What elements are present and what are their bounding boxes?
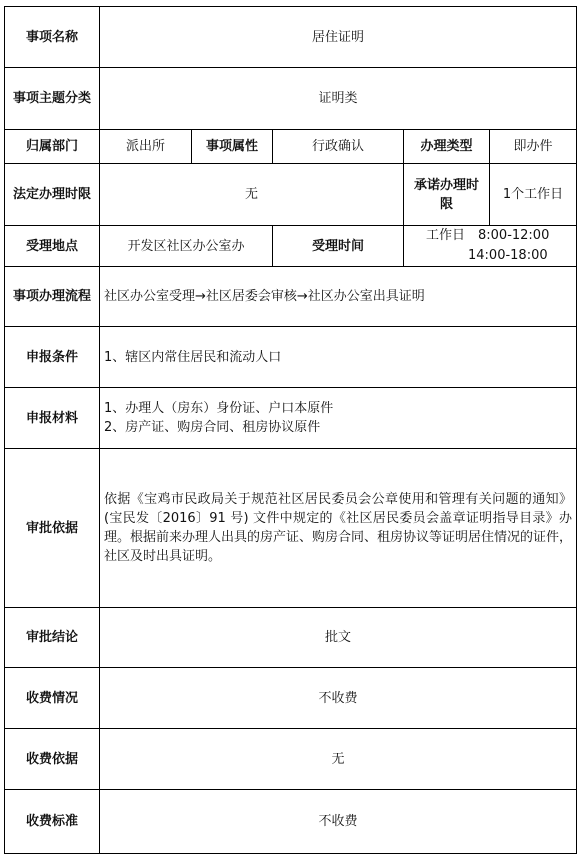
dept-label: 归属部门 (5, 130, 100, 164)
service-item-table (4, 6, 577, 854)
row-place-time (5, 226, 577, 267)
conditions-value: 1、辖区内常住居民和流动人口 (100, 327, 577, 388)
dept-value: 派出所 (100, 130, 192, 164)
row-item-name (5, 7, 577, 68)
accept-time-line1: 工作日 8:00-12:00 (426, 228, 550, 243)
promise-limit-label: 承诺办理时限 (404, 164, 490, 226)
row-conclusion (5, 608, 577, 668)
row-time-limit (5, 164, 577, 226)
basis-label: 审批依据 (5, 449, 100, 608)
row-department (5, 130, 577, 164)
row-theme (5, 68, 577, 130)
materials-item: 1、办理人（房东）身份证、户口本原件 (104, 401, 334, 416)
theme-label: 事项主题分类 (5, 68, 100, 130)
fee-standard-value: 不收费 (100, 790, 577, 854)
promise-limit-value: 1个工作日 (490, 164, 577, 226)
row-conditions (5, 327, 577, 388)
handle-type-label: 办理类型 (404, 130, 490, 164)
handle-type-value: 即办件 (490, 130, 577, 164)
accept-time-label: 受理时间 (273, 226, 404, 267)
theme-value: 证明类 (100, 68, 577, 130)
row-basis (5, 449, 577, 608)
fee-basis-value: 无 (100, 729, 577, 790)
row-fee-standard (5, 790, 577, 854)
accept-time-line2: 14:00-18:00 (468, 248, 548, 263)
fee-label: 收费情况 (5, 668, 100, 729)
fee-standard-label: 收费标准 (5, 790, 100, 854)
basis-value: 依据《宝鸡市民政局关于规范社区居民委员会公章使用和管理有关问题的通知》(宝民发〔2016〕91 号) 文件中规定的《社区居民委员会盖章证明指导目录》办理。根据前来办理人出具的房产证、购房合同、租房协议等证明居住情况的证件，社区及时出具证明。 (100, 449, 577, 608)
item-name-value: 居住证明 (100, 7, 577, 68)
place-value: 开发区社区办公室办 (100, 226, 273, 267)
conclusion-value: 批文 (100, 608, 577, 668)
place-label: 受理地点 (5, 226, 100, 267)
conditions-label: 申报条件 (5, 327, 100, 388)
process-value: 社区办公室受理→社区居委会审核→社区办公室出具证明 (100, 267, 577, 327)
conclusion-label: 审批结论 (5, 608, 100, 668)
legal-limit-value: 无 (100, 164, 404, 226)
row-process (5, 267, 577, 327)
legal-limit-label: 法定办理时限 (5, 164, 100, 226)
accept-time-value (404, 226, 577, 267)
process-label: 事项办理流程 (5, 267, 100, 327)
attr-value: 行政确认 (273, 130, 404, 164)
fee-basis-label: 收费依据 (5, 729, 100, 790)
row-fee-basis (5, 729, 577, 790)
materials-item: 2、房产证、购房合同、租房协议原件 (104, 420, 321, 435)
item-name-label: 事项名称 (5, 7, 100, 68)
row-fee (5, 668, 577, 729)
materials-value (100, 388, 577, 449)
row-materials (5, 388, 577, 449)
attr-label: 事项属性 (192, 130, 273, 164)
fee-value: 不收费 (100, 668, 577, 729)
materials-label: 申报材料 (5, 388, 100, 449)
